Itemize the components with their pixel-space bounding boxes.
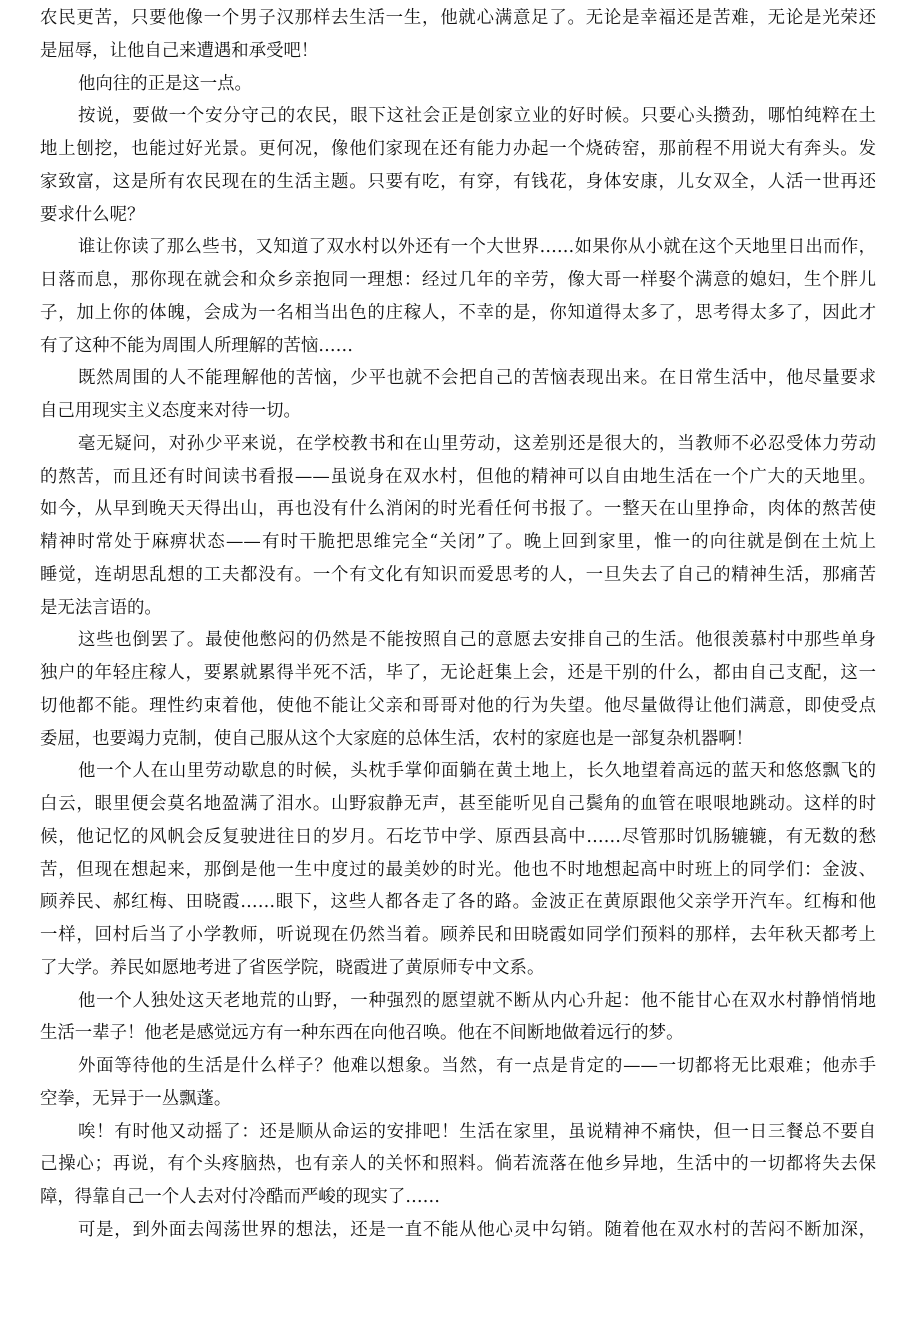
text-line: 这些也倒罢了。最使他憋闷的仍然是不能按照自己的意愿去安排自己的生活。他很羡慕村中那些单身 (78, 630, 876, 651)
text-line: 农民更苦，只要他像一个男子汉那样去生活一生，他就心满意足了。无论是幸福还是苦难，无论是光荣还 (40, 8, 876, 28)
text-line: 子，加上你的体魄，会成为一名相当出色的庄稼人，不幸的是，你知道得太多了，思考得太多了，因此才 (40, 302, 876, 323)
text-line: 是无法言语的。 (40, 597, 162, 618)
paragraph (40, 985, 876, 1051)
text-line: 唉！有时他又动摇了：还是顺从命运的安排吧！生活在家里，虽说精神不痛快，但一日三餐总不要自 (78, 1121, 876, 1142)
text-line: 了大学。养民如愿地考进了省医学院，晓霞进了黄原师专中文系。 (40, 957, 545, 978)
text-line: 己操心；再说，有个头疼脑热，也有亲人的关怀和照料。倘若流落在他乡异地，生活中的一切都将失去保 (40, 1154, 876, 1175)
text-line: 他一个人独处这天老地荒的山野，一种强烈的愿望就不断从内心升起：他不能甘心在双水村静悄悄地 (78, 990, 876, 1011)
text-line: 地上刨挖，也能过好光景。更何况，像他们家现在还有能力办起一个烧砖窑，那前程不用说大有奔头。发 (40, 139, 876, 159)
text-line: 独户的年轻庄稼人，要累就累得半死不活，毕了，无论赶集上会，还是干别的什么，都由自己支配，这一 (40, 663, 876, 683)
text-line: 是屈辱，让他自己来遭遇和承受吧！ (40, 40, 319, 61)
text-line: 委屈，也要竭力克制，使自己服从这个大家庭的总体生活，农村的家庭也是一部复杂机器啊！ (40, 728, 754, 749)
paragraph (40, 362, 876, 428)
text-line: 精神时常处于麻痹状态——有时干脆把思维完全“关闭”了。晚上回到家里，惟一的向往就是倒在土炕上 (40, 532, 876, 552)
text-line: 家致富，这是所有农民现在的生活主题。只要有吃，有穿，有钱花，身体安康，儿女双全，人活一世再还 (40, 171, 876, 192)
text-line: 有了这种不能为周围人所理解的苦恼…… (40, 335, 354, 356)
text-line: 空拳，无异于一丛飘蓬。 (40, 1088, 232, 1109)
text-line: 一样，回村后当了小学教师，听说现在仍然当着。顾养民和田晓霞如同学们预料的那样，去年秋天都考上 (40, 925, 876, 945)
text-line: 按说，要做一个安分守己的农民，眼下这社会正是创家立业的好时候。只要心头攒劲，哪怕纯粹在土 (78, 106, 876, 127)
text-line: 苦，但现在想起来，那倒是他一生中度过的最美妙的时光。他也不时地想起高中时班上的同学们：金波、 (40, 859, 876, 880)
text-line: 日落而息，那你现在就会和众乡亲抱同一理想：经过几年的辛劳，像大哥一样娶个满意的媳妇，生个胖儿 (40, 270, 876, 290)
text-line: 他向往的正是这一点。 (78, 73, 252, 94)
paragraph (40, 1214, 876, 1247)
text-line: 切他都不能。理性约束着他，使他不能让父亲和哥哥对他的行为失望。他尽量做得让他们满意，即使受点 (40, 695, 876, 716)
text-line: 生活一辈子！他老是感觉远方有一种东西在向他召唤。他在不间断地做着远行的梦。 (40, 1023, 684, 1044)
text-line: 的熬苦，而且还有时间读书看报——虽说身在双水村，但他的精神可以自由地生活在一个广大的天地里。 (40, 466, 876, 487)
paragraph (40, 68, 876, 101)
paragraph (40, 428, 876, 625)
text-line: 白云，眼里便会莫名地盈满了泪水。山野寂静无声，甚至能听见自己鬓角的血管在哏哏地跳动。这样的时 (40, 794, 876, 814)
paragraph (40, 624, 876, 755)
text-line: 可是，到外面去闯荡世界的想法，还是一直不能从他心灵中勾销。随着他在双水村的苦闷不断加深， (78, 1219, 876, 1240)
text-line: 睡觉，连胡思乱想的工夫都没有。一个有文化有知识而爱思考的人，一旦失去了自己的精神生活，那痛苦 (40, 564, 876, 585)
paragraph (40, 755, 876, 984)
text-line: 自己用现实主义态度来对待一切。 (40, 401, 301, 421)
paragraph (40, 2, 876, 68)
text-line: 障，得靠自己一个人去对付冷酷而严峻的现实了…… (40, 1187, 440, 1207)
text-line: 顾养民、郝红梅、田晓霞……眼下，这些人都各走了各的路。金波正在黄原跟他父亲学开汽车。红梅和他 (40, 892, 876, 913)
document-body (40, 2, 876, 1247)
text-line: 他一个人在山里劳动歇息的时候，头枕手掌仰面躺在黄土地上，长久地望着高远的蓝天和悠悠飘飞的 (78, 761, 876, 782)
paragraph (40, 1050, 876, 1116)
text-line: 既然周围的人不能理解他的苦恼，少平也就不会把自己的苦恼表现出来。在日常生活中，他尽量要求 (78, 368, 876, 389)
paragraph (40, 100, 876, 231)
text-line: 外面等待他的生活是什么样子？他难以想象。当然，有一点是肯定的——一切都将无比艰难；他赤手 (78, 1056, 876, 1076)
text-line: 如今，从早到晚天天得出山，再也没有什么消闲的时光看任何书报了。一整天在山里挣命，肉体的熬苦使 (40, 499, 876, 520)
text-line: 谁让你读了那么些书，又知道了双水村以外还有一个大世界……如果你从小就在这个天地里日出而作， (78, 237, 876, 258)
paragraph (40, 1116, 876, 1214)
paragraph (40, 231, 876, 362)
text-line: 要求什么呢？ (40, 204, 145, 225)
text-line: 毫无疑问，对孙少平来说，在学校教书和在山里劳动，这差别还是很大的，当教师不必忍受体力劳动 (78, 433, 876, 454)
text-line: 候，他记忆的风帆会反复驶进往日的岁月。石圪节中学、原西县高中……尽管那时饥肠辘辘，有无数的愁 (40, 826, 876, 847)
